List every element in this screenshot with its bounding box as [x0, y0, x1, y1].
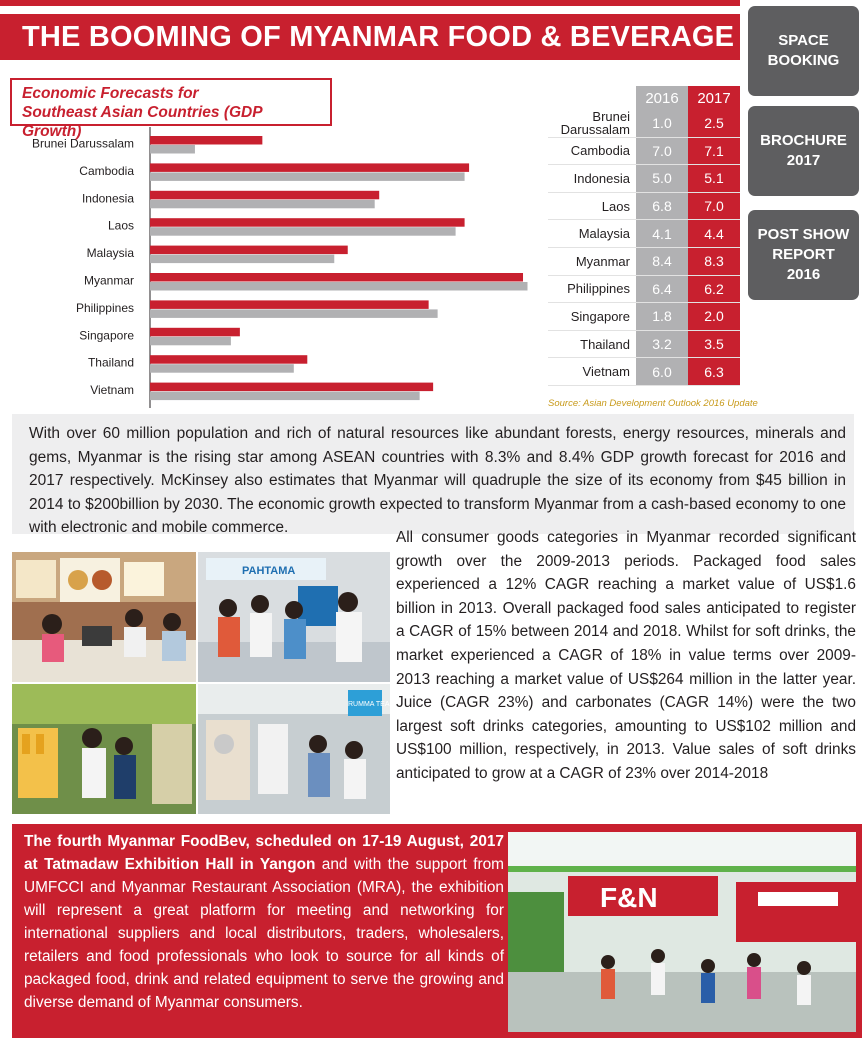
- chart-title-line2: Southeast Asian Countries (GDP Growth): [22, 104, 262, 140]
- table-country: Thailand: [548, 331, 636, 358]
- table-row: [548, 193, 740, 221]
- bar-2017-laos: [150, 218, 465, 227]
- table-row: [548, 220, 740, 248]
- table-value-2016: 8.4: [636, 248, 688, 275]
- bar-2016-cambodia: [150, 172, 465, 181]
- table-row: [548, 110, 740, 138]
- category-label: Singapore: [79, 328, 134, 343]
- table-country: Myanmar: [548, 248, 636, 275]
- table-row: [548, 331, 740, 359]
- category-label: Philippines: [75, 300, 134, 315]
- table-country: Brunei Darussalam: [548, 110, 636, 137]
- category-label: Myanmar: [83, 273, 134, 288]
- table-value-2017: 7.1: [688, 138, 740, 165]
- category-label: Indonesia: [81, 191, 134, 206]
- bar-2017-malaysia: [150, 246, 348, 255]
- table-value-2017: 5.1: [688, 165, 740, 192]
- brochure-2017-button[interactable]: BROCHURE 2017: [748, 106, 859, 196]
- table-value-2016: 6.4: [636, 276, 688, 303]
- bar-2016-vietnam: [150, 392, 420, 401]
- bar-2016-myanmar: [150, 282, 528, 291]
- bar-2016-laos: [150, 227, 456, 236]
- intro-paragraph: With over 60 million population and rich of natural resources like abundant forests, energy resources, minerals and gems, Myanmar is the rising star among ASEAN countries with 8.3% and 8.4% GDP growth forecast for 2016 and 2017 respectively. McKinsey also estimates that Myanmar will quadruple the size of its economy from $45 billion in 2014 to $200billion by 2030. The economic growth expected to transform Myanmar from a cash-based economy to one with electronic and mobile commerce.: [12, 414, 854, 534]
- table-country: Laos: [548, 193, 636, 220]
- table-row: [548, 248, 740, 276]
- title-bar: [0, 14, 740, 60]
- table-row: [548, 276, 740, 304]
- space-booking-button[interactable]: SPACE BOOKING: [748, 6, 859, 96]
- table-value-2016: 4.1: [636, 220, 688, 247]
- table-country: Singapore: [548, 303, 636, 330]
- store-sign: RUMMA TEA: [348, 701, 390, 708]
- category-label: Malaysia: [86, 246, 134, 261]
- table-value-2017: 8.3: [688, 248, 740, 275]
- bar-2016-malaysia: [150, 255, 334, 264]
- booth-photo-2: [198, 552, 390, 682]
- event-paragraph: [24, 830, 504, 1014]
- bar-2017-vietnam: [150, 383, 433, 392]
- chart-title-line1: Economic Forecasts for: [22, 85, 199, 102]
- header-2017: 2017: [688, 86, 740, 110]
- category-label: Brunei Darussalam: [31, 136, 134, 151]
- bar-2017-singapore: [150, 328, 240, 337]
- table-value-2017: 4.4: [688, 220, 740, 247]
- category-label: Laos: [107, 218, 134, 233]
- category-label: Cambodia: [79, 163, 134, 178]
- bar-2016-thailand: [150, 364, 294, 373]
- table-value-2017: 2.5: [688, 110, 740, 137]
- table-value-2017: 6.2: [688, 276, 740, 303]
- table-value-2017: 2.0: [688, 303, 740, 330]
- table-value-2016: 7.0: [636, 138, 688, 165]
- market-paragraph: All consumer goods categories in Myanmar recorded significant growth over the 2009-2013 periods. Packaged food sales experienced a 12% CAGR reaching a market value of US$1.6 billion in 2013. Overall packaged food sales anticipated to register a CAGR of 15% between 2014 and 2018. Whilst for soft drinks, the market experienced a CAGR of 18% in value terms over 2009-2013 reaching a market value of US$264 million in the latter year. Juice (CAGR 23%) and carbonates (CAGR 14%) were the two largest soft drinks categories, amounting to US$102 million and US$100 million, respectively, in 2013. Value sales of soft drinks anticipated to grow at a CAGR of 23% over 2014-2018: [396, 529, 856, 782]
- pahtama-sign: PAHTAMA: [242, 565, 296, 577]
- table-value-2016: 5.0: [636, 165, 688, 192]
- table-row: [548, 138, 740, 166]
- top-red-strip: [0, 0, 740, 6]
- bar-2016-indonesia: [150, 200, 375, 209]
- exhibition-hall-photo: [508, 832, 856, 1032]
- chart-title-box: [10, 78, 332, 140]
- bar-2017-myanmar: [150, 273, 523, 282]
- category-label: Thailand: [87, 355, 134, 370]
- source-note: Source: Asian Development Outlook 2016 Update: [548, 398, 758, 409]
- header-2016: 2016: [636, 86, 688, 110]
- bar-2016-philippines: [150, 309, 438, 318]
- photo-collage: [10, 548, 392, 816]
- bar-2016-brunei-darussalam: [150, 145, 195, 154]
- table-value-2016: 6.0: [636, 358, 688, 385]
- table-header: [548, 86, 740, 110]
- table-value-2017: 3.5: [688, 331, 740, 358]
- table-value-2016: 1.0: [636, 110, 688, 137]
- table-value-2017: 6.3: [688, 358, 740, 385]
- booth-photo-3: [12, 684, 196, 814]
- event-lead: The fourth Myanmar FoodBev, scheduled on 17-19 August, 2017 at Tatmadaw Exhibition Hall in Yangon: [24, 833, 504, 873]
- table-country: Malaysia: [548, 220, 636, 247]
- bar-2017-philippines: [150, 300, 429, 309]
- table-country: Indonesia: [548, 165, 636, 192]
- category-label: Vietnam: [90, 383, 134, 398]
- table-value-2017: 7.0: [688, 193, 740, 220]
- table-row: [548, 358, 740, 386]
- bar-2017-thailand: [150, 355, 307, 364]
- booth-photo-1: [12, 552, 196, 682]
- bar-2017-indonesia: [150, 191, 379, 200]
- table-country: Vietnam: [548, 358, 636, 385]
- table-country: Cambodia: [548, 138, 636, 165]
- table-value-2016: 1.8: [636, 303, 688, 330]
- post-show-report-button[interactable]: POST SHOW REPORT 2016: [748, 210, 859, 300]
- table-row: [548, 303, 740, 331]
- bar-2017-cambodia: [150, 163, 469, 172]
- table-value-2016: 6.8: [636, 193, 688, 220]
- booth-photo-4: [198, 684, 390, 814]
- table-country: Philippines: [548, 276, 636, 303]
- fn-sign: F&N: [600, 882, 658, 913]
- event-body: and with the support from UMFCCI and Myanmar Restaurant Association (MRA), the exhibition will represent a great platform for meeting and networking for international suppliers and local distributors, traders, wholesalers, retailers and food professionals who look to source for all kinds of packaged food, drink and related equipment to serve the growing and diverse demand of Myanmar consumers.: [24, 856, 504, 1011]
- table-row: [548, 165, 740, 193]
- table-value-2016: 3.2: [636, 331, 688, 358]
- gdp-table: [548, 86, 740, 386]
- page-title: THE BOOMING OF MYANMAR FOOD & BEVERAGE: [22, 20, 735, 53]
- bar-2016-singapore: [150, 337, 231, 346]
